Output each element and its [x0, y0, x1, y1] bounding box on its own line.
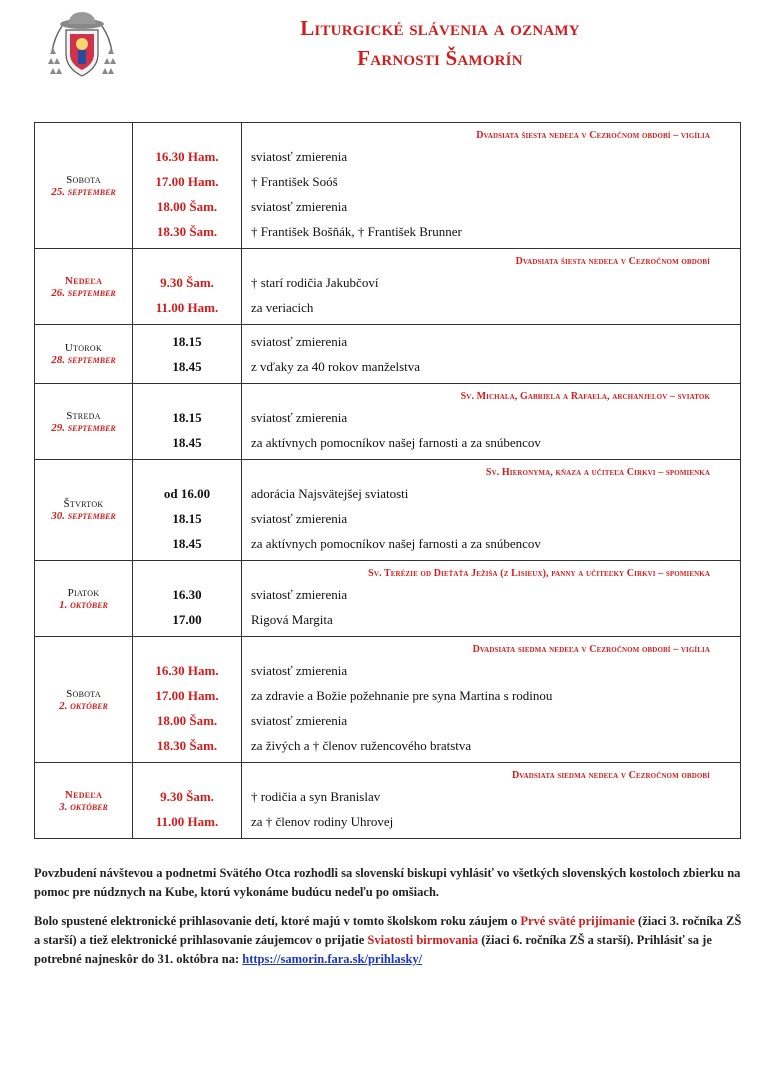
feast-title: Dvadsiata siedma nedeľa v Cezročnom období	[511, 770, 710, 781]
mass-time: 18.45	[172, 435, 202, 450]
mass-intention: sviatosť zmierenia	[251, 410, 348, 425]
schedule-row	[35, 325, 741, 384]
page-title-line1: Liturgické slávenia a oznamy	[300, 16, 580, 40]
time-cell	[133, 384, 242, 460]
mass-time: 17.00	[172, 612, 202, 627]
event-cell	[242, 249, 741, 325]
mass-time: 18.45	[172, 359, 202, 374]
mass-time: 18.15	[172, 410, 202, 425]
mass-intention: z vďaky za 40 rokov manželstva	[251, 359, 421, 374]
first-communion-highlight: Prvé sväté prijímanie	[520, 914, 635, 928]
event-cell	[242, 763, 741, 839]
mass-time: 16.30 Ham.	[155, 149, 219, 164]
mass-intention: sviatosť zmierenia	[251, 511, 348, 526]
event-cell	[242, 325, 741, 384]
registration-link[interactable]: https://samorin.fara.sk/prihlasky/	[242, 952, 423, 966]
mass-intention: sviatosť zmierenia	[251, 199, 348, 214]
announcement-text: (žiaci 6. ročníka ZŠ a starší). Prihlásiť sa je potrebné najneskôr do 31. októbra na:	[34, 933, 712, 966]
mass-intention: † František Soóš	[251, 174, 338, 189]
mass-intention: za zdravie a Božie požehnanie pre syna Martina s rodinou	[251, 688, 553, 703]
time-cell	[133, 123, 242, 249]
day-cell	[35, 325, 133, 384]
mass-time: od 16.00	[163, 486, 211, 501]
day-name: Štvrtok	[63, 498, 104, 510]
mass-intention: sviatosť zmierenia	[251, 663, 348, 678]
day-cell	[35, 763, 133, 839]
mass-time: 18.00 Šam.	[156, 199, 218, 214]
mass-intention: za veriacich	[251, 300, 314, 315]
event-cell	[242, 561, 741, 637]
event-cell	[242, 123, 741, 249]
event-cell	[242, 460, 741, 561]
mass-time: 16.30	[172, 587, 202, 602]
mass-intention: za živých a † členov ružencového bratstva	[251, 738, 472, 753]
schedule-row	[35, 763, 741, 839]
schedule-row	[35, 123, 741, 249]
announcement-text: Bolo spustené elektronické prihlasovanie detí, ktoré majú v tomto školskom roku záujem o	[34, 914, 521, 928]
schedule-table	[34, 122, 741, 839]
feast-title: Dvadsiata šiesta nedeľa v Cezročnom období	[515, 256, 710, 267]
feast-title: Sv. Terézie od Dieťaťa Ježiša (z Lisieux), panny a učiteľky Cirkvi – spomienka	[368, 568, 710, 579]
day-date: 30. september	[51, 510, 116, 522]
day-name: Streda	[66, 409, 101, 422]
announcement-text: (žiaci 3. ročníka ZŠ a starší) a tiež elektronické prihlasovanie záujemcov o prijatie	[34, 914, 742, 947]
confirmation-highlight: Sviatosti birmovania	[367, 933, 479, 947]
mass-intention: † František Bošňák, † František Brunner	[251, 224, 462, 239]
day-cell	[35, 460, 133, 561]
day-name: Utorok	[64, 342, 103, 354]
schedule-row	[35, 249, 741, 325]
parish-coat-of-arms-icon	[44, 12, 120, 84]
day-date: 1. október	[59, 598, 108, 611]
day-name: Sobota	[66, 687, 101, 700]
announcement-registration	[34, 912, 742, 969]
mass-time: 16.30 Ham.	[155, 663, 219, 678]
day-name: Sobota	[66, 173, 101, 186]
announcement-collection: Povzbudení návštevou a podnetmi Svätého Otca rozhodli sa slovenskí biskupi vyhlásiť vo všetkých slovenských kostoloch zbierku na pomoc pre núdznych na Kube, ktorú vykonáme budúcu nedeľu po omšiach.	[34, 866, 741, 899]
schedule-row	[35, 384, 741, 460]
mass-time: 9.30 Šam.	[160, 789, 214, 804]
mass-intention: sviatosť zmierenia	[251, 149, 348, 164]
time-cell	[133, 325, 242, 384]
mass-time: 18.45	[172, 536, 202, 551]
schedule-row	[35, 637, 741, 763]
mass-time: 18.00 Šam.	[156, 713, 218, 728]
mass-time: 17.00 Ham.	[155, 688, 219, 703]
feast-title: Dvadsiata šiesta nedeľa v Cezročnom období – vigília	[476, 130, 710, 141]
mass-time: 17.00 Ham.	[155, 174, 219, 189]
day-cell	[35, 384, 133, 460]
mass-intention: adorácia Najsvätejšej sviatosti	[251, 486, 409, 501]
schedule-row	[35, 561, 741, 637]
day-cell	[35, 561, 133, 637]
event-cell	[242, 637, 741, 763]
mass-intention: sviatosť zmierenia	[251, 334, 348, 349]
time-cell	[133, 249, 242, 325]
day-cell	[35, 249, 133, 325]
page-title-line2: Farnosti Šamorín	[357, 46, 523, 70]
time-cell	[133, 763, 242, 839]
mass-time: 18.30 Šam.	[156, 224, 218, 239]
mass-time: 18.15	[172, 334, 202, 349]
day-name: Nedeľa	[64, 274, 103, 287]
mass-intention: Rigová Margita	[251, 612, 333, 627]
feast-title: Sv. Hieronyma, kňaza a učiteľa Cirkvi – spomienka	[485, 467, 710, 478]
day-date: 26. september	[51, 286, 116, 299]
mass-intention: sviatosť zmierenia	[251, 713, 348, 728]
day-cell	[35, 637, 133, 763]
mass-time: 9.30 Šam.	[160, 275, 214, 290]
mass-time: 11.00 Ham.	[155, 300, 219, 315]
time-cell	[133, 460, 242, 561]
day-date: 3. október	[59, 800, 108, 813]
mass-intention: † rodičia a syn Branislav	[251, 789, 381, 804]
event-cell	[242, 384, 741, 460]
day-date: 25. september	[51, 185, 116, 198]
mass-time: 18.30 Šam.	[156, 738, 218, 753]
day-date: 2. október	[59, 699, 108, 712]
mass-intention: za aktívnych pomocníkov našej farnosti a za snúbencov	[251, 536, 541, 551]
day-name: Piatok	[67, 586, 100, 599]
schedule-row	[35, 460, 741, 561]
mass-intention: † starí rodičia Jakubčoví	[251, 275, 379, 290]
announcements	[34, 864, 742, 979]
mass-time: 18.15	[172, 511, 202, 526]
day-name: Nedeľa	[64, 788, 103, 801]
feast-title: Dvadsiata siedma nedeľa v Cezročnom období – vigília	[472, 644, 710, 655]
time-cell	[133, 561, 242, 637]
mass-intention: za † členov rodiny Uhrovej	[251, 814, 394, 829]
day-date: 29. september	[51, 421, 116, 434]
mass-intention: sviatosť zmierenia	[251, 587, 348, 602]
time-cell	[133, 637, 242, 763]
mass-time: 11.00 Ham.	[155, 814, 219, 829]
mass-intention: za aktívnych pomocníkov našej farnosti a za snúbencov	[251, 435, 541, 450]
feast-title: Sv. Michala, Gabriela a Rafaela, archanjelov – sviatok	[460, 391, 710, 402]
day-cell	[35, 123, 133, 249]
day-date: 28. september	[51, 354, 116, 366]
